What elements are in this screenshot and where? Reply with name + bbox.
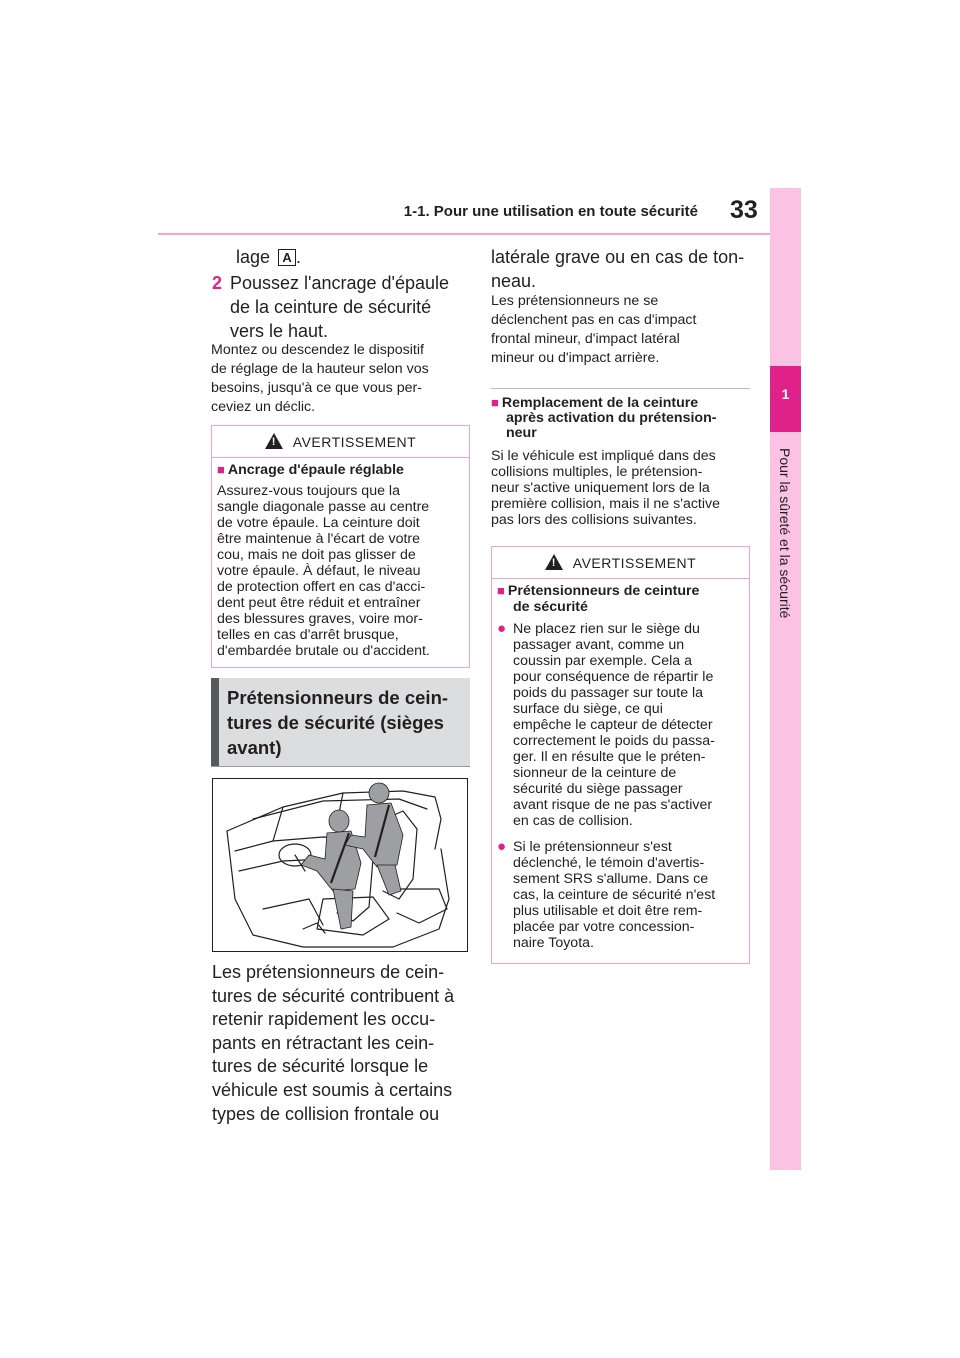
warning-header bbox=[492, 547, 749, 579]
warning-line: dent peut être réduit et entraîner bbox=[217, 595, 421, 611]
page-number: 33 bbox=[730, 196, 758, 224]
warning-subheading-line: de sécurité bbox=[513, 599, 588, 615]
note-line: mineur ou d'impact arrière. bbox=[491, 350, 660, 366]
section-text-line: latérale grave ou en cas de ton- bbox=[491, 247, 745, 267]
warning-title: AVERTISSEMENT bbox=[292, 434, 417, 450]
divider-line bbox=[491, 388, 750, 389]
note-line: de réglage de la hauteur selon vos bbox=[211, 361, 429, 377]
warning-line: de votre épaule. La ceinture doit bbox=[217, 515, 420, 531]
warning-line: sement SRS s'allume. Dans ce bbox=[513, 871, 709, 887]
warning-line: être maintenue à l'écart de votre bbox=[217, 531, 421, 547]
note-line: frontal mineur, d'impact latéral bbox=[491, 331, 680, 347]
section-text-continued bbox=[491, 245, 756, 293]
section-heading-bar bbox=[211, 678, 219, 766]
warning-bullet-text bbox=[497, 839, 747, 951]
section-text-line: pants en rétractant les cein- bbox=[212, 1032, 435, 1053]
warning-title: AVERTISSEMENT bbox=[572, 555, 697, 571]
warning-line: coussin par exemple. Cela a bbox=[513, 653, 693, 669]
warning-triangle-icon bbox=[545, 554, 563, 570]
chapter-number: 1 bbox=[781, 386, 790, 402]
car-interior-illustration bbox=[212, 778, 468, 952]
section-heading-line: tures de sécurité (sièges bbox=[227, 712, 444, 733]
warning-title-row bbox=[492, 554, 749, 571]
warning-subheading-text: Prétensionneurs de ceinture bbox=[507, 583, 700, 599]
round-bullet-icon: ● bbox=[497, 620, 507, 637]
warning-body bbox=[217, 462, 467, 659]
warning-line: en cas de collision. bbox=[513, 813, 633, 829]
section-heading-line: avant) bbox=[227, 737, 282, 758]
warning-line: naire Toyota. bbox=[513, 935, 594, 951]
subheading-line: après activation du prétension- bbox=[506, 410, 717, 426]
warning-line: placée par votre concession- bbox=[513, 919, 695, 935]
section-heading-line: Prétensionneurs de cein- bbox=[227, 687, 449, 708]
warning-line: cou, mais ne doit pas glisser de bbox=[217, 547, 416, 563]
pretensioner-note bbox=[491, 292, 756, 368]
seatbelt-pretensioner-drawing bbox=[213, 779, 467, 951]
warning-line: empêche le capteur de détecter bbox=[513, 717, 713, 733]
warning-subheading bbox=[497, 583, 747, 615]
header-rule bbox=[158, 233, 770, 235]
section-text-line: tures de sécurité lorsque le bbox=[212, 1056, 429, 1077]
section-heading bbox=[227, 685, 467, 760]
running-header: 1-1. Pour une utilisation en toute sécurité bbox=[403, 203, 698, 220]
warning-line: plus utilisable et doit être rem- bbox=[513, 903, 703, 919]
subheading-line: neur bbox=[506, 425, 537, 441]
warning-line: votre épaule. À défaut, le niveau bbox=[217, 563, 421, 579]
warning-line: déclenché, le témoin d'avertis- bbox=[513, 855, 705, 871]
section-text-line: retenir rapidement les occu- bbox=[212, 1009, 436, 1030]
replacement-line: collisions multiples, le prétension- bbox=[491, 464, 703, 480]
warning-body bbox=[497, 583, 747, 951]
square-bullet-icon: ■ bbox=[491, 395, 499, 410]
warning-line: Ne placez rien sur le siège du bbox=[513, 621, 700, 637]
warning-triangle-icon bbox=[265, 433, 283, 449]
warning-line: de protection offert en cas d'acci- bbox=[217, 579, 426, 595]
warning-line: poids du passager sur toute la bbox=[513, 685, 704, 701]
warning-subheading-line bbox=[497, 583, 747, 599]
step2-line: vers le haut. bbox=[230, 321, 329, 341]
warning-title-row bbox=[212, 433, 469, 450]
section-text-line: tures de sécurité contribuent à bbox=[212, 985, 455, 1006]
warning-line: sécurité du siège passager bbox=[513, 781, 683, 797]
warning-line: des blessures graves, voire mor- bbox=[217, 611, 423, 627]
replacement-line: première collision, mais il ne s'active bbox=[491, 496, 721, 512]
warning-box-shoulder-anchor bbox=[211, 425, 470, 668]
square-bullet-icon: ■ bbox=[217, 462, 225, 477]
chapter-side-tab bbox=[770, 188, 801, 1170]
note-line: ceviez un déclic. bbox=[211, 399, 316, 415]
step2-line: de la ceinture de sécurité bbox=[230, 297, 432, 317]
section-text-line: Les prétensionneurs de cein- bbox=[212, 962, 445, 982]
section-text-line: neau. bbox=[491, 271, 537, 291]
step2-line: Poussez l'ancrage d'épaule bbox=[230, 273, 450, 293]
warning-line: sionneur de la ceinture de bbox=[513, 765, 677, 781]
note-line: Les prétensionneurs ne se bbox=[491, 293, 659, 309]
warning-line: cas, la ceinture de sécurité n'est bbox=[513, 887, 716, 903]
subheading-line bbox=[491, 395, 756, 411]
warning-line: avant risque de ne pas s'activer bbox=[513, 797, 713, 813]
chapter-label: Pour la sûreté et la sécurité bbox=[777, 448, 793, 619]
step2 bbox=[212, 271, 222, 295]
section-text bbox=[212, 961, 472, 1126]
section-text-line: types de collision frontale ou bbox=[212, 1103, 440, 1124]
warning-subheading bbox=[217, 462, 467, 478]
warning-bullet bbox=[497, 621, 747, 829]
warning-line: pour conséquence de répartir le bbox=[513, 669, 714, 685]
note-line: Montez ou descendez le dispositif bbox=[211, 342, 424, 358]
replacement-line: pas lors des collisions suivantes. bbox=[491, 512, 697, 528]
warning-subheading-text: Ancrage d'épaule réglable bbox=[227, 462, 404, 478]
warning-line: passager avant, comme un bbox=[513, 637, 685, 653]
note-line: déclenchent pas en cas d'impact bbox=[491, 312, 697, 328]
step1-text: lage bbox=[236, 247, 271, 267]
round-bullet-icon: ● bbox=[497, 838, 507, 855]
warning-bullet-text bbox=[497, 621, 747, 829]
warning-line: d'embardée brutale ou d'accident. bbox=[217, 643, 430, 659]
square-bullet-icon: ■ bbox=[497, 583, 505, 598]
replacement-line: Si le véhicule est impliqué dans des bbox=[491, 448, 716, 464]
replacement-text bbox=[491, 448, 756, 528]
warning-header bbox=[212, 426, 469, 458]
warning-line: Si le prétensionneur s'est bbox=[513, 839, 672, 855]
warning-line: telles en cas d'arrêt brusque, bbox=[217, 627, 399, 643]
warning-box-pretensioners bbox=[491, 546, 750, 964]
replacement-line: neur s'active uniquement lors de la bbox=[491, 480, 710, 496]
warning-line: Assurez-vous toujours que la bbox=[217, 483, 400, 499]
note-line: besoins, jusqu'à ce que vous per- bbox=[211, 380, 422, 396]
step1-period: . bbox=[296, 247, 302, 267]
warning-line: correctement le poids du passa- bbox=[513, 733, 715, 749]
warning-line: surface du siège, ce qui bbox=[513, 701, 663, 717]
warning-text bbox=[217, 483, 467, 659]
warning-line: sangle diagonale passe au centre bbox=[217, 499, 430, 515]
replacement-subheading bbox=[491, 395, 756, 441]
subheading-text: Remplacement de la ceinture bbox=[501, 395, 699, 411]
step2-text bbox=[230, 271, 470, 343]
step2-number: 2 bbox=[212, 273, 223, 293]
warning-line: ger. Il en résulte que le préten- bbox=[513, 749, 706, 765]
step2-note bbox=[211, 341, 471, 417]
step1-continuation bbox=[236, 245, 301, 269]
section-text-line: véhicule est soumis à certains bbox=[212, 1079, 453, 1100]
warning-bullet bbox=[497, 839, 747, 951]
label-a-marker: A bbox=[278, 249, 296, 266]
